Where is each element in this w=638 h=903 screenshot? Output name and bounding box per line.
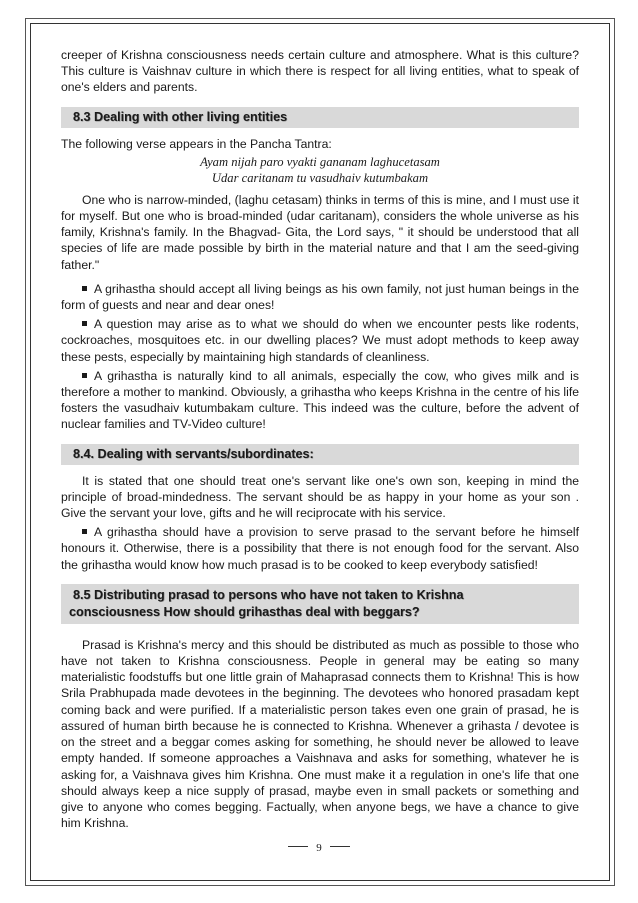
verse-lead: The following verse appears in the Pancha Tantra: xyxy=(61,136,332,151)
section-heading-8-4 xyxy=(61,444,579,465)
bullet-text: A grihastha should have a provision to serve prasad to the servant before he himself honours it. Otherwise, there is a possibility that there is not enough food for the servant. Also the grihastha would know how much prasad is to be cooked to keep everybody satisfied! xyxy=(61,525,579,572)
bullet-text: A grihastha is naturally kind to all animals, especially the cow, who gives milk and is therefore a mother to mankind. Obviously, a grihastha who keeps Krishna in the centre of his life fosters the vasudhaiv kutumbakam culture. This indeed was the culture, before the advent of nuclear families and TV-Video culture! xyxy=(61,368,580,432)
section-heading-8-5 xyxy=(61,584,579,624)
section-8-4-paragraph: It is stated that one should treat one's servant like one's own son, keeping in mind the principle of broad-mindedness. The servant should be as happy in your home as your son . Give the servant your love, gifts and he will reciprocate with his service. xyxy=(61,473,579,521)
verse-line-2: Udar caritanam tu vasudhaiv kutumbakam xyxy=(211,170,429,185)
sanskrit-verse xyxy=(61,154,579,186)
section-heading-8-5-line-2: consciousness How should grihasthas deal with beggars? xyxy=(69,604,420,619)
section-heading-8-5-line-1: 8.5 Distributing prasad to persons who have not taken to Krishna xyxy=(73,587,464,602)
intro-paragraph: creeper of Krishna consciousness needs certain culture and atmosphere. What is this culture? This culture is Vaishnav culture in which there is respect for all living entities, what to speak of one's elders and parents. xyxy=(61,48,579,95)
bullet-marker-icon xyxy=(82,286,87,291)
bullet-marker-icon xyxy=(82,373,87,378)
page-footer xyxy=(0,842,638,854)
bullet-item xyxy=(61,316,579,365)
bullet-item xyxy=(61,368,579,433)
bullet-text: A question may arise as to what we should do when we encounter pests like rodents, cockroaches, mosquitoes etc. in our dwelling places? We must adopt methods to keep away these pests, especially by maintaining high standards of cleanliness. xyxy=(61,317,579,364)
verse-line-1: Ayam nijah paro vyakti gananam laghucetasam xyxy=(200,154,440,169)
bullet-item xyxy=(61,281,579,313)
section-heading-8-3 xyxy=(61,107,579,128)
bullet-marker-icon xyxy=(82,529,87,534)
section-8-5-paragraph: Prasad is Krishna's mercy and this should be distributed as much as possible to those who have not taken to Krishna consciousness. People in general may be eating so many materialistic foodstuffs but one little grain of Mahaprasad connects them to Krishna! This is how Srila Prabhupada made devotees in the beginning. The devotees who honored prasadam kept coming back and were purified. If a materialistic person takes even one grain of prasad, he is assured of human birth because he is connected to Krishna. Whenever a grihasta / devotee is on the street and a beggar comes asking for something, he should never be allowed to leave empty handed. If someone approaches a Vaishnava and asks for something, whatever he is asking for, a Vaishnava gives him Krishna. One must make it a regulation in one's life that one should always keep a nice supply of prasad, maybe even in small packets or something and give to anyone who comes begging. Factually, when anyone begs, we have a chance to give him Krishna. xyxy=(61,637,579,831)
footer-rule-left xyxy=(288,846,308,847)
page-number: 9 xyxy=(316,842,322,854)
footer-rule-right xyxy=(330,846,350,847)
bullet-marker-icon xyxy=(82,321,87,326)
section-8-3-paragraph: One who is narrow-minded, (laghu cetasam) thinks in terms of this is mine, and I must use it for myself. But one who is broad-minded (udar caritanam), considers the whole universe as his family, Krishna's family. In the Bhagvad- Gita, the Lord says, " it should be understood that all species of life are made possible by birth in the material nature and that I am the seed-giving father." xyxy=(61,192,579,272)
section-heading-8-3-text: 8.3 Dealing with other living entities xyxy=(73,109,288,124)
page-content xyxy=(61,47,579,831)
bullet-text: A grihastha should accept all living beings as his own family, not just human beings in the form of guests and near and dear ones! xyxy=(61,281,579,313)
bullet-item xyxy=(61,524,579,573)
section-heading-8-4-text: 8.4. Dealing with servants/subordinates: xyxy=(73,446,314,461)
